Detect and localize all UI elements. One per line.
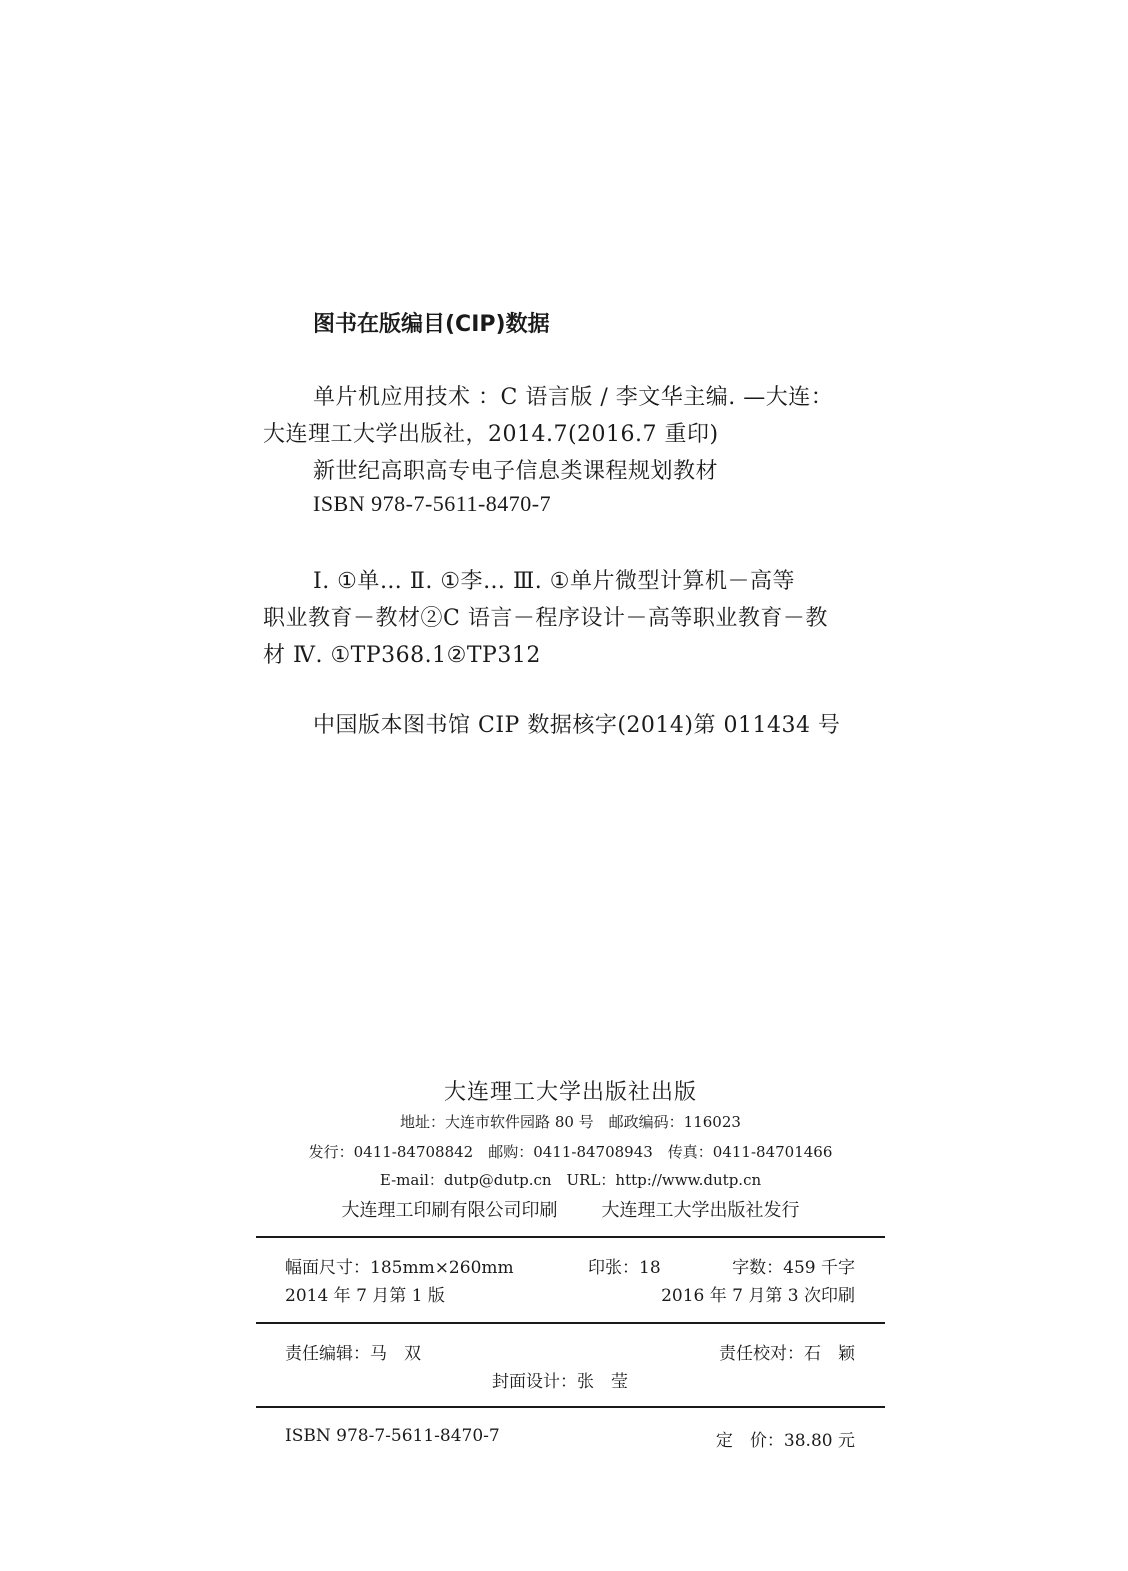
credits-row [285, 1339, 855, 1364]
divider-rule [256, 1322, 885, 1324]
cip-isbn-line: ISBN 978-7-5611-8470-7 [313, 491, 552, 516]
publisher-name: 大连理工大学出版社出版 [443, 1080, 697, 1105]
cip-approval-number: 中国版本图书馆 CIP 数据核字(2014)第 011434 号 [313, 713, 841, 738]
responsible-proofreader: 责任校对：石 颖 [719, 1344, 855, 1364]
responsible-editor: 责任编辑：马 双 [285, 1344, 421, 1364]
printer-name: 大连理工印刷有限公司印刷 [341, 1200, 558, 1221]
price: 定 价：38.80 元 [715, 1431, 855, 1451]
specs-row [285, 1253, 855, 1278]
cip-subject-line-1: Ⅰ. ①单… Ⅱ. ①李… Ⅲ. ①单片微型计算机－高等 [313, 569, 795, 594]
cip-entry-line-1: 单片机应用技术 ：C 语言版 / 李文华主编. —大连： [313, 385, 834, 410]
edition-row [285, 1281, 855, 1306]
publisher-web: E-mail：dutp@dutp.cn URL：http://www.dutp.cn [379, 1171, 762, 1189]
publisher-address: 地址：大连市软件园路 80 号 邮政编码：116023 [400, 1113, 741, 1131]
divider-rule [256, 1236, 885, 1238]
footer-isbn: ISBN 978-7-5611-8470-7 [285, 1426, 500, 1446]
word-count: 字数：459 千字 [732, 1258, 855, 1278]
printer-distributor-line [256, 1196, 885, 1222]
cip-entry-line-2: 大连理工大学出版社，2014.7(2016.7 重印) [263, 422, 719, 447]
cip-subject-line-3: 材 Ⅳ. ①TP368.1②TP312 [263, 643, 541, 668]
cip-title: 图书在版编目(CIP)数据 [313, 312, 550, 337]
printing-info: 2016 年 7 月第 3 次印刷 [661, 1286, 855, 1306]
print-sheets: 印张：18 [588, 1258, 661, 1278]
distributor-name: 大连理工大学出版社发行 [601, 1200, 800, 1221]
cip-series-line: 新世纪高职高专电子信息类课程规划教材 [313, 459, 719, 484]
divider-rule [256, 1406, 885, 1408]
footer-row [285, 1426, 855, 1451]
cover-designer: 封面设计：张 莹 [492, 1372, 628, 1392]
edition-info: 2014 年 7 月第 1 版 [285, 1286, 445, 1306]
format-size: 幅面尺寸：185mm×260mm [285, 1258, 514, 1278]
cip-subject-line-2: 职业教育－教材②C 语言－程序设计－高等职业教育－教 [263, 606, 828, 631]
publisher-phones: 发行：0411-84708842 邮购：0411-84708943 传真：0411-84701466 [308, 1143, 833, 1161]
